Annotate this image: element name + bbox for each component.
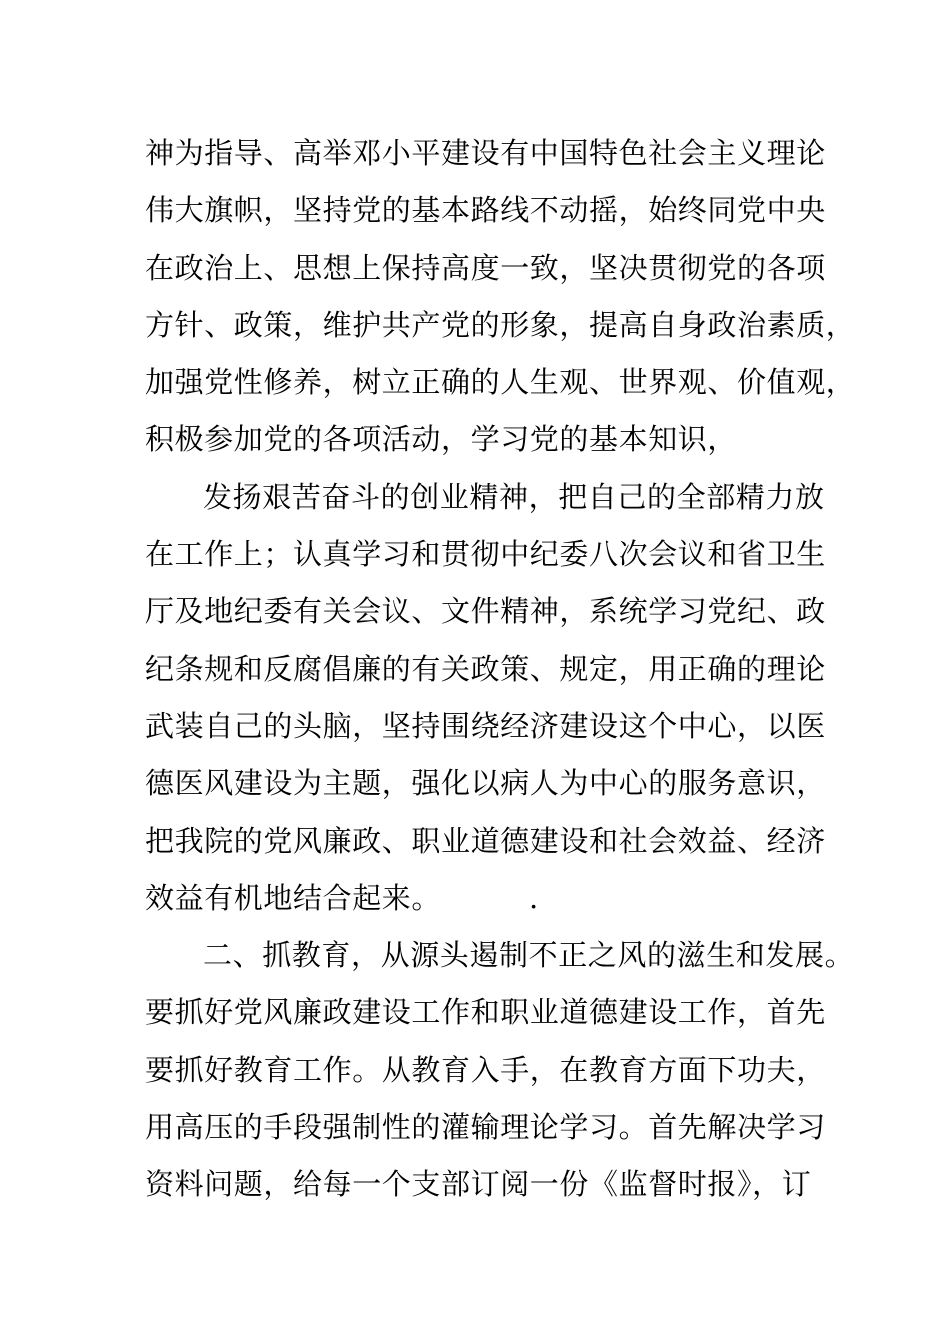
text-line: 用高压的手段强制性的灌输理论学习。首先解决学习 bbox=[145, 1110, 826, 1145]
text-line: 方针、政策，维护共产党的形象，提高自身政治素质， bbox=[145, 307, 856, 342]
text-line: 资料问题，给每一个支部订阅一份《监督时报》，订 bbox=[145, 1167, 812, 1202]
text-line: 厅及地纪委有关会议、文件精神，系统学习党纪、政 bbox=[145, 594, 826, 629]
text-line: 在工作上；认真学习和贯彻中纪委八次会议和省卫生 bbox=[145, 537, 826, 572]
text-line: 要抓好党风廉政建设工作和职业道德建设工作，首先 bbox=[145, 995, 826, 1030]
text-line: 把我院的党风廉政、职业道德建设和社会效益、经济 bbox=[145, 823, 826, 858]
text-line: 加强党性修养，树立正确的人生观、世界观、价值观， bbox=[145, 365, 856, 400]
text-line: 在政治上、思想上保持高度一致，坚决贯彻党的各项 bbox=[145, 250, 826, 285]
text-line: 效益有机地结合起来。 bbox=[145, 880, 442, 915]
text-line: 伟大旗帜，坚持党的基本路线不动摇，始终同党中央 bbox=[145, 193, 826, 228]
trailing-dot: . bbox=[529, 880, 539, 915]
text-line: 神为指导、高举邓小平建设有中国特色社会主义理论 bbox=[145, 136, 826, 170]
text-line: 要抓好教育工作。从教育入手，在教育方面下功夫， bbox=[145, 1052, 826, 1087]
text-line: 德医风建设为主题，强化以病人为中心的服务意识， bbox=[145, 766, 826, 801]
section-heading-line: 二、抓教育，从源头遏制不正之风的滋生和发展。 bbox=[203, 938, 855, 973]
text-line: 纪条规和反腐倡廉的有关政策、规定，用正确的理论 bbox=[145, 651, 826, 686]
text-line-with-mark bbox=[145, 870, 845, 927]
body-text bbox=[145, 125, 856, 1214]
text-line: 武装自己的头脑，坚持围绕经济建设这个中心，以医 bbox=[145, 708, 826, 743]
text-line: 积极参加党的各项活动，学习党的基本知识， bbox=[145, 422, 738, 457]
paragraph-start-line: 发扬艰苦奋斗的创业精神，把自己的全部精力放 bbox=[203, 479, 825, 514]
